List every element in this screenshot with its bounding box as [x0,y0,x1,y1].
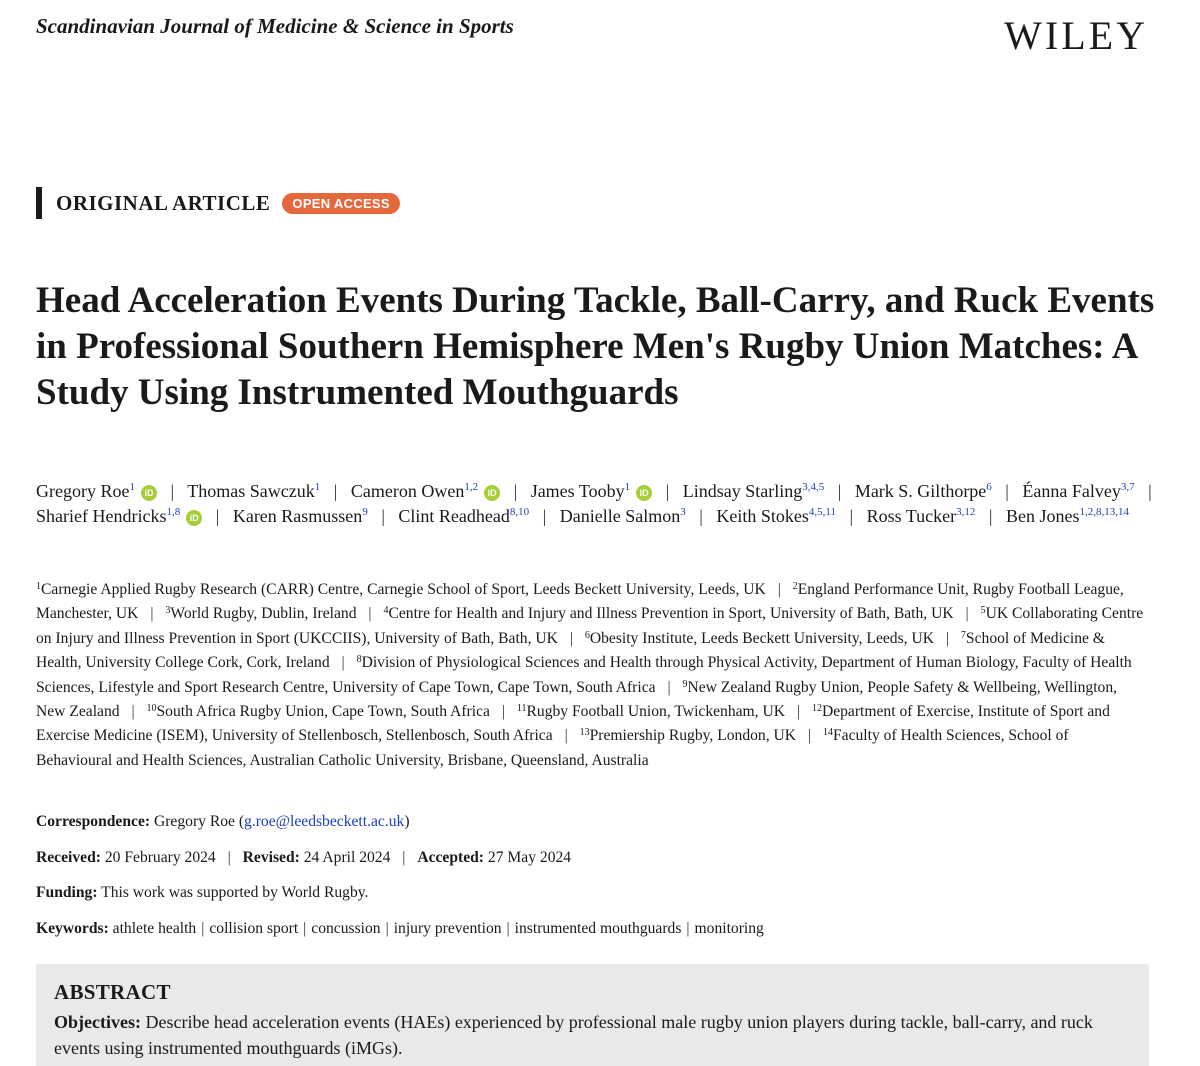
author-affiliation-ref[interactable]: 3,12 [956,505,976,518]
article-type [36,187,400,219]
affiliation-text: Faculty of Health Sciences, School of Behavioural and Health Sciences, Australian Catholic University, Brisbane, Queensland, Australia [36,727,1069,769]
author-name[interactable]: Danielle Salmon [559,505,681,526]
affiliation-number: 11 [516,703,527,715]
correspondence-label: Correspondence: [36,813,151,830]
keyword[interactable]: instrumented mouthguards [514,920,682,937]
revised-date: 24 April 2024 [303,849,391,866]
separator: | [402,849,406,866]
journal-title[interactable]: Scandinavian Journal of Medicine & Science in Sports [36,14,514,38]
separator: | [513,481,518,501]
separator: | [170,481,175,501]
separator: | [501,703,505,721]
author-affiliation-ref[interactable]: 3 [680,505,686,518]
separator: | [227,849,231,866]
affiliation [585,630,934,647]
affiliation [36,581,766,598]
author [1022,481,1134,501]
separator: | [807,727,812,745]
separator: | [665,481,670,501]
affiliation [147,703,490,720]
affiliation-number: 12 [811,703,822,715]
affiliation-text: Centre for Health and Injury and Illness Prevention in Sport, University of Bath, Bath, UK [388,605,954,623]
abstract-heading: ABSTRACT [54,980,171,1004]
separator: | [796,703,801,721]
separator: | [303,920,307,937]
affiliation-number: 1 [36,581,41,592]
affiliation [580,727,796,744]
objectives-label: Objectives: [54,1012,141,1032]
separator: | [131,703,135,721]
separator: | [368,605,372,623]
affiliation-number: 14 [823,727,833,739]
author [855,481,992,501]
separator: | [542,505,547,526]
affiliation-number: 9 [682,678,688,690]
author-affiliation-ref[interactable]: 1 [314,481,321,493]
correspondence-email-link[interactable]: g.roe@leedsbeckett.ac.uk [244,813,405,830]
author-affiliation-ref[interactable]: 8,10 [509,505,530,518]
separator: | [385,920,389,937]
affiliation-text: UK Collaborating Centre on Injury and Illness Prevention in Sport (UKCCIIS), University of Bath, Bath, UK [36,605,1144,647]
orcid-icon[interactable]: iD [636,485,652,501]
affiliation-number: 7 [960,629,966,641]
author-name[interactable]: James Tooby [530,481,625,501]
affiliation-number: 5 [980,605,986,617]
author-affiliation-ref[interactable]: 3,7 [1120,481,1135,493]
separator: | [506,920,510,937]
affiliation-text: England Performance Unit, Rugby Football League, Manchester, UK [36,581,1124,623]
separator: | [988,505,993,526]
author-affiliation-ref[interactable]: 1 [624,481,631,493]
affiliation-number: 3 [165,605,171,617]
abstract-objectives [54,1009,1139,1061]
article-type-label: ORIGINAL ARTICLE [56,190,271,215]
funding-text: This work was supported by World Rugby. [101,884,369,901]
separator: | [150,605,154,623]
author-affiliation-ref[interactable]: 1 [129,481,135,493]
author [351,481,500,501]
author-name[interactable]: Keith Stokes [716,505,809,526]
abstract-box [36,964,1149,1066]
keyword-list [113,920,764,937]
separator: | [686,920,690,937]
affiliation-text: Obesity Institute, Leeds Beckett University, Leeds, UK [589,629,934,647]
affiliation-number: 10 [146,703,157,715]
affiliation-text: New Zealand Rugby Union, People Safety & Wellbeing, Wellington, New Zealand [36,678,1118,721]
separator: | [667,678,671,696]
separator: | [215,505,220,526]
author-name[interactable]: Thomas Sawczuk [187,481,315,501]
author-name[interactable]: Ross Tucker [866,505,957,526]
author [716,506,836,526]
objectives-text: Describe head acceleration events (HAEs) experienced by professional male rugby union players during tackle, ball-carry, and ruck events using instrumented mouthguards (iMGs). [54,1012,1093,1058]
author-affiliation-ref[interactable]: 1,2,8,13,14 [1079,505,1129,518]
author [187,481,320,501]
affiliation-text: Division of Physiological Sciences and Health through Physical Activity, Department of Human Biology, Faculty of Health Sciences, Lifestyle and Sport Research Centre, University of Cape Town, Cape Town, South Africa [36,654,1132,696]
author-affiliation-ref[interactable]: 9 [362,505,368,518]
affiliation-number: 13 [579,727,590,739]
affiliation-text: South Africa Rugby Union, Cape Town, South Africa [156,703,490,721]
separator: | [837,481,842,501]
separator: | [201,920,205,937]
author-affiliation-ref[interactable]: 6 [986,481,992,493]
keyword[interactable]: injury prevention [393,920,502,937]
author-name[interactable]: Gregory Roe [36,481,130,501]
author [36,481,157,501]
separator: | [1148,481,1152,501]
separator: | [564,727,568,745]
keyword[interactable]: athlete health [112,920,197,937]
author-list [36,479,1166,528]
affiliation [383,605,953,622]
affiliation-text: Department of Exercise, Institute of Sport and Exercise Medicine (ISEM), University of Stellenbosch, Stellenbosch, South Africa [36,703,1110,745]
open-access-badge: OPEN ACCESS [282,193,399,214]
keyword[interactable]: collision sport [209,920,299,937]
accepted-label: Accepted: [417,849,485,866]
correspondence-name: Gregory Roe [153,813,235,830]
affiliation-number: 2 [792,581,798,592]
separator: | [849,505,854,526]
keyword[interactable]: concussion [311,920,381,937]
article-title: Head Acceleration Events During Tackle, Ball-Carry, and Ruck Events in Professional Southern Hemisphere Men's Rugby Union Matches: A Study Using Instrumented Mouthguards [36,280,1155,413]
affiliation-number: 6 [584,629,590,641]
author-affiliation-ref[interactable]: 4,5,11 [808,505,836,518]
keywords [36,920,764,938]
author [683,481,825,501]
author [233,506,368,526]
author [36,506,202,526]
affiliation [165,605,356,622]
separator: | [1005,481,1009,501]
separator: | [965,605,969,623]
affiliation-text: Rugby Football Union, Twickenham, UK [526,703,785,721]
affiliation-text: Carnegie Applied Rugby Research (CARR) Centre, Carnegie School of Sport, Leeds Beckett University, Leeds, UK [41,581,766,598]
affiliation-text: Premiership Rugby, London, UK [589,727,797,745]
article-type-bar [36,187,42,219]
accepted-date: 27 May 2024 [487,849,572,866]
author-name[interactable]: Éanna Falvey [1022,481,1121,501]
author [560,506,686,526]
author-name[interactable]: Mark S. Gilthorpe [854,481,987,501]
author [531,481,652,501]
affiliation-number: 4 [383,605,389,617]
author-name[interactable]: Sharief Hendricks [36,505,167,526]
affiliation-text: World Rugby, Dublin, Ireland [170,605,357,623]
separator: | [381,505,385,526]
separator: | [699,505,703,526]
orcid-icon[interactable]: iD [484,485,500,501]
author-name[interactable]: Ben Jones [1005,505,1080,526]
author-affiliation-ref[interactable]: 1,8 [166,505,181,518]
publisher-logo[interactable]: WILEY [1004,13,1148,58]
author-name[interactable]: Lindsay Starling [682,481,803,501]
affiliation-number: 8 [356,654,362,666]
article-dates [36,849,571,867]
orcid-icon[interactable]: iD [141,485,157,501]
author-affiliation-ref[interactable]: 3,4,5 [802,481,825,493]
revised-label: Revised: [242,849,300,866]
separator: | [341,654,345,672]
correspondence: Correspondence: Gregory Roe (g.roe@leedsbeckett.ac.uk) [36,813,410,830]
separator: | [569,629,573,647]
author-affiliation-ref[interactable]: 1,2 [464,481,479,493]
affiliation-list [36,578,1146,773]
author [1006,506,1129,526]
author-name[interactable]: Karen Rasmussen [232,505,363,526]
keyword[interactable]: monitoring [694,920,764,937]
affiliation-text: School of Medicine & Health, University College Cork, Cork, Ireland [36,629,1105,672]
funding-label: Funding: [36,884,98,901]
separator: | [333,481,338,501]
funding [36,884,368,902]
separator: | [945,629,950,647]
author-name[interactable]: Clint Readhead [398,505,510,526]
separator: | [777,581,781,598]
author-name[interactable]: Cameron Owen [350,481,465,501]
orcid-icon[interactable]: iD [186,510,202,526]
author [398,506,529,526]
keywords-label: Keywords: [36,920,109,937]
affiliation [517,703,785,720]
author [867,506,976,526]
received-date: 20 February 2024 [104,849,216,866]
received-label: Received: [36,849,101,866]
